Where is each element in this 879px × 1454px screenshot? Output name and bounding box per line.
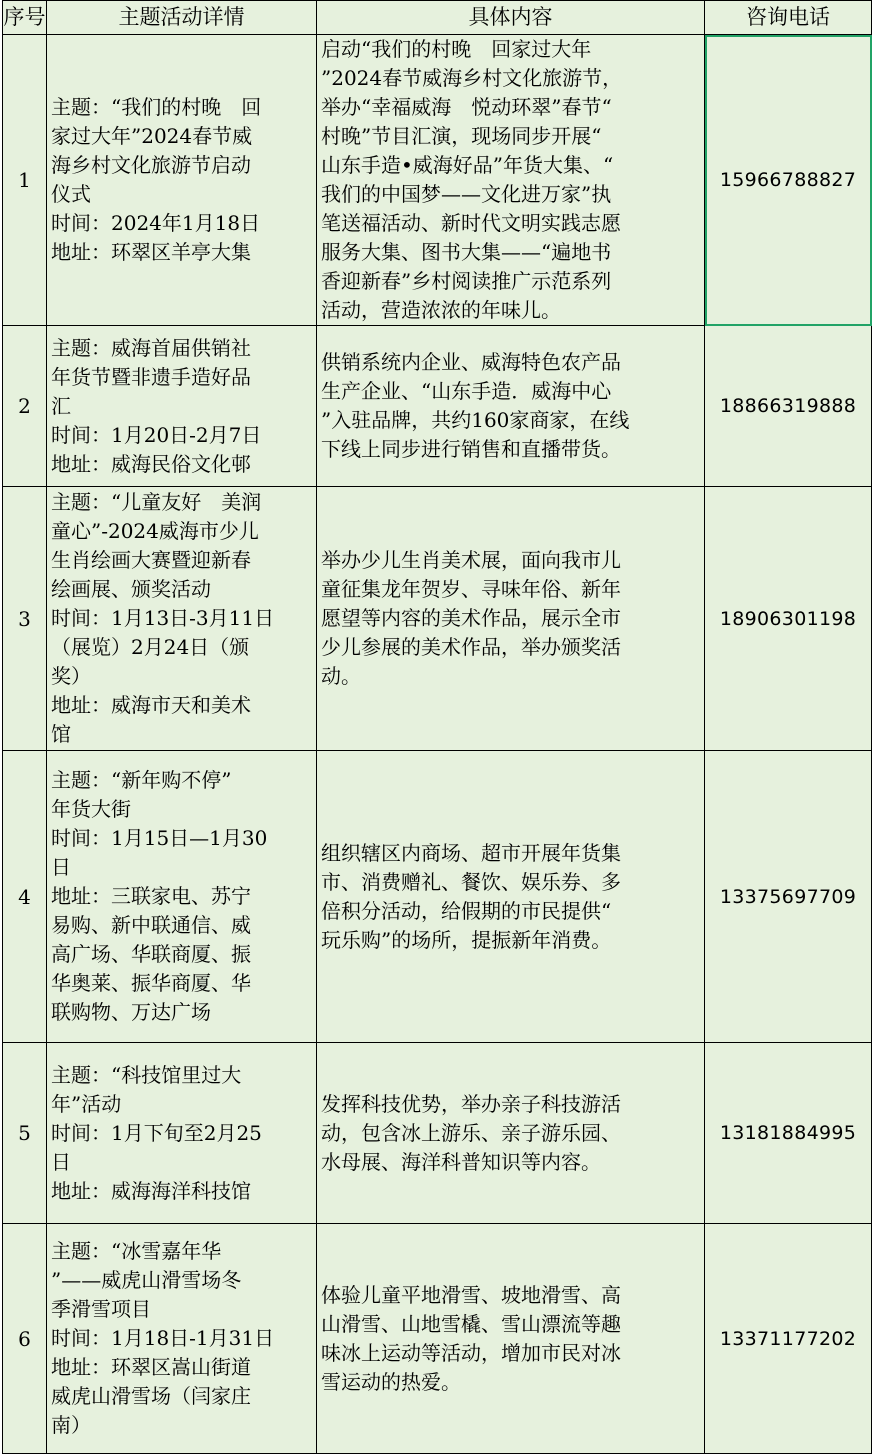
detail-line: 日 <box>51 1149 71 1174</box>
detail-line: 日 <box>51 855 71 879</box>
detail-line: 易购、新中联通信、威 <box>51 913 251 937</box>
content-line: 市、消费赠礼、餐饮、娱乐券、多 <box>321 869 621 894</box>
cell-content[interactable] <box>317 1043 705 1224</box>
cell-index[interactable]: 4 <box>3 751 47 1043</box>
content-line: 我们的中国梦——文化进万家”执 <box>321 182 612 206</box>
detail-line: 联购物、万达广场 <box>51 1000 211 1024</box>
detail-line: ”——威虎山滑雪场冬 <box>51 1268 242 1292</box>
detail-line: 主题：“新年购不停” <box>51 768 232 792</box>
content-line: 服务大集、图书大集——“遍地书 <box>321 240 612 264</box>
cell-phone[interactable]: 13375697709 <box>705 751 872 1043</box>
detail-line: 主题：“儿童友好 美润 <box>51 490 262 514</box>
detail-line: 地址：威海民俗文化邨 <box>51 451 251 476</box>
content-line: 笔送福活动、新时代文明实践志愿 <box>321 211 621 235</box>
detail-line: 生肖绘画大赛暨迎新春 <box>51 548 251 572</box>
detail-line: 威虎山滑雪场（闫家庄 <box>51 1384 251 1408</box>
cell-content[interactable] <box>317 1224 705 1454</box>
content-line: 生产企业、“山东手造．威海中心 <box>321 379 612 403</box>
cell-detail[interactable] <box>47 1043 317 1224</box>
detail-line: 主题：“冰雪嘉年华 <box>51 1239 222 1263</box>
header-cell-phone[interactable]: 咨询电话 <box>705 1 872 35</box>
content-line: 倍积分活动，给假期的市民提供“ <box>321 898 612 923</box>
detail-line: 地址：威海市天和美术 <box>51 693 251 717</box>
content-line: 童征集龙年贺岁、寻味年俗、新年 <box>321 577 621 601</box>
detail-line: 华奥莱、振华商厦、华 <box>51 971 251 995</box>
detail-line: 地址：环翠区嵩山街道 <box>51 1355 251 1379</box>
detail-line: 时间：1月15日—1月30 <box>51 826 268 850</box>
content-line: 供销系统内企业、威海特色农产品 <box>321 350 621 374</box>
content-line: 举办少儿生肖美术展，面向我市儿 <box>321 548 621 572</box>
cell-content[interactable] <box>317 487 705 751</box>
content-line: 山东手造•威海好品”年货大集、“ <box>321 153 614 177</box>
activity-table <box>2 0 872 1454</box>
detail-line: 时间：1月13日-3月11日 <box>51 606 275 630</box>
content-line: 发挥科技优势，举办亲子科技游活 <box>321 1091 621 1116</box>
cell-index[interactable]: 3 <box>3 487 47 751</box>
header-row <box>3 1 872 35</box>
detail-line: 年货大街 <box>51 797 131 821</box>
detail-line: 地址：环翠区羊亭大集 <box>51 240 251 264</box>
detail-line: 时间：1月下旬至2月25 <box>51 1120 262 1145</box>
detail-line: 主题：威海首届供销社 <box>51 335 251 360</box>
cell-phone[interactable]: 13181884995 <box>705 1043 872 1224</box>
detail-line: （展览）2月24日（颁 <box>51 635 250 659</box>
content-line: 举办“幸福威海 悦动环翠”春节“ <box>321 95 612 119</box>
detail-line: 主题：“科技馆里过大 <box>51 1062 242 1087</box>
content-line: 雪运动的热爱。 <box>321 1369 461 1394</box>
cell-phone[interactable]: 18866319888 <box>705 326 872 487</box>
content-line: ”2024春节威海乡村文化旅游节， <box>321 66 623 90</box>
cell-index[interactable]: 2 <box>3 326 47 487</box>
content-line: 组织辖区内商场、超市开展年货集 <box>321 840 621 865</box>
content-line: 水母展、海洋科普知识等内容。 <box>321 1149 601 1174</box>
content-line: 下线上同步进行销售和直播带货。 <box>321 437 621 461</box>
cell-phone[interactable]: 13371177202 <box>705 1224 872 1454</box>
content-line: 愿望等内容的美术作品，展示全市 <box>321 606 621 630</box>
detail-line: 时间：1月20日-2月7日 <box>51 422 262 447</box>
content-line: 山滑雪、山地雪橇、雪山漂流等趣 <box>321 1311 621 1336</box>
detail-line: 汇 <box>51 393 71 418</box>
detail-line: 童心”-2024威海市少儿 <box>51 519 259 543</box>
table-row <box>3 487 872 751</box>
table-row <box>3 751 872 1043</box>
cell-index[interactable]: 6 <box>3 1224 47 1454</box>
detail-line: 地址：三联家电、苏宁 <box>51 884 251 908</box>
detail-line: 时间：1月18日-1月31日 <box>51 1326 275 1350</box>
detail-line: 仪式 <box>51 182 91 206</box>
content-line: 香迎新春”乡村阅读推广示范系列 <box>321 269 612 293</box>
detail-line: 时间：2024年1月18日 <box>51 211 261 235</box>
cell-detail[interactable] <box>47 751 317 1043</box>
table-row <box>3 326 872 487</box>
detail-line: 高广场、华联商厦、振 <box>51 942 251 966</box>
content-line: ”入驻品牌，共约160家商家，在线 <box>321 408 630 432</box>
content-line: 玩乐购”的场所，提振新年消费。 <box>321 927 612 952</box>
detail-line: 季滑雪项目 <box>51 1297 151 1321</box>
cell-detail[interactable] <box>47 487 317 751</box>
detail-line: 海乡村文化旅游节启动 <box>51 153 251 177</box>
content-line: 体验儿童平地滑雪、坡地滑雪、高 <box>321 1282 621 1307</box>
detail-line: 年”活动 <box>51 1091 122 1116</box>
detail-line: 家过大年”2024春节威 <box>51 124 253 148</box>
table-row <box>3 1224 872 1454</box>
cell-detail[interactable] <box>47 1224 317 1454</box>
detail-line: 主题：“我们的村晚 回 <box>51 95 262 119</box>
cell-content[interactable] <box>317 751 705 1043</box>
content-line: 村晚”节目汇演，现场同步开展“ <box>321 124 602 148</box>
content-line: 活动，营造浓浓的年味儿。 <box>321 298 561 322</box>
detail-line: 奖） <box>51 664 91 688</box>
content-line: 味冰上运动等活动，增加市民对冰 <box>321 1340 621 1365</box>
header-cell-content[interactable]: 具体内容 <box>317 1 705 35</box>
content-line: 启动“我们的村晚 回家过大年 <box>321 37 592 61</box>
content-line: 动，包含冰上游乐、亲子游乐园、 <box>321 1120 621 1145</box>
table-row <box>3 35 872 326</box>
detail-line: 地址：威海海洋科技馆 <box>51 1178 251 1203</box>
content-line: 少儿参展的美术作品，举办颁奖活 <box>321 635 621 659</box>
content-line: 动。 <box>321 664 361 688</box>
cell-phone-selected[interactable]: 15966788827 <box>705 35 872 326</box>
cell-index[interactable]: 1 <box>3 35 47 326</box>
detail-line: 绘画展、颁奖活动 <box>51 577 211 601</box>
header-cell-detail[interactable]: 主题活动详情 <box>47 1 317 35</box>
cell-phone[interactable]: 18906301198 <box>705 487 872 751</box>
cell-index[interactable]: 5 <box>3 1043 47 1224</box>
cell-detail[interactable] <box>47 35 317 326</box>
detail-line: 年货节暨非遗手造好品 <box>51 364 251 389</box>
detail-line: 馆 <box>51 722 71 746</box>
cell-detail[interactable] <box>47 326 317 487</box>
table-row <box>3 1043 872 1224</box>
header-cell-index[interactable]: 序号 <box>3 1 47 35</box>
cell-content[interactable] <box>317 326 705 487</box>
detail-line: 南） <box>51 1413 91 1437</box>
cell-content[interactable] <box>317 35 705 326</box>
